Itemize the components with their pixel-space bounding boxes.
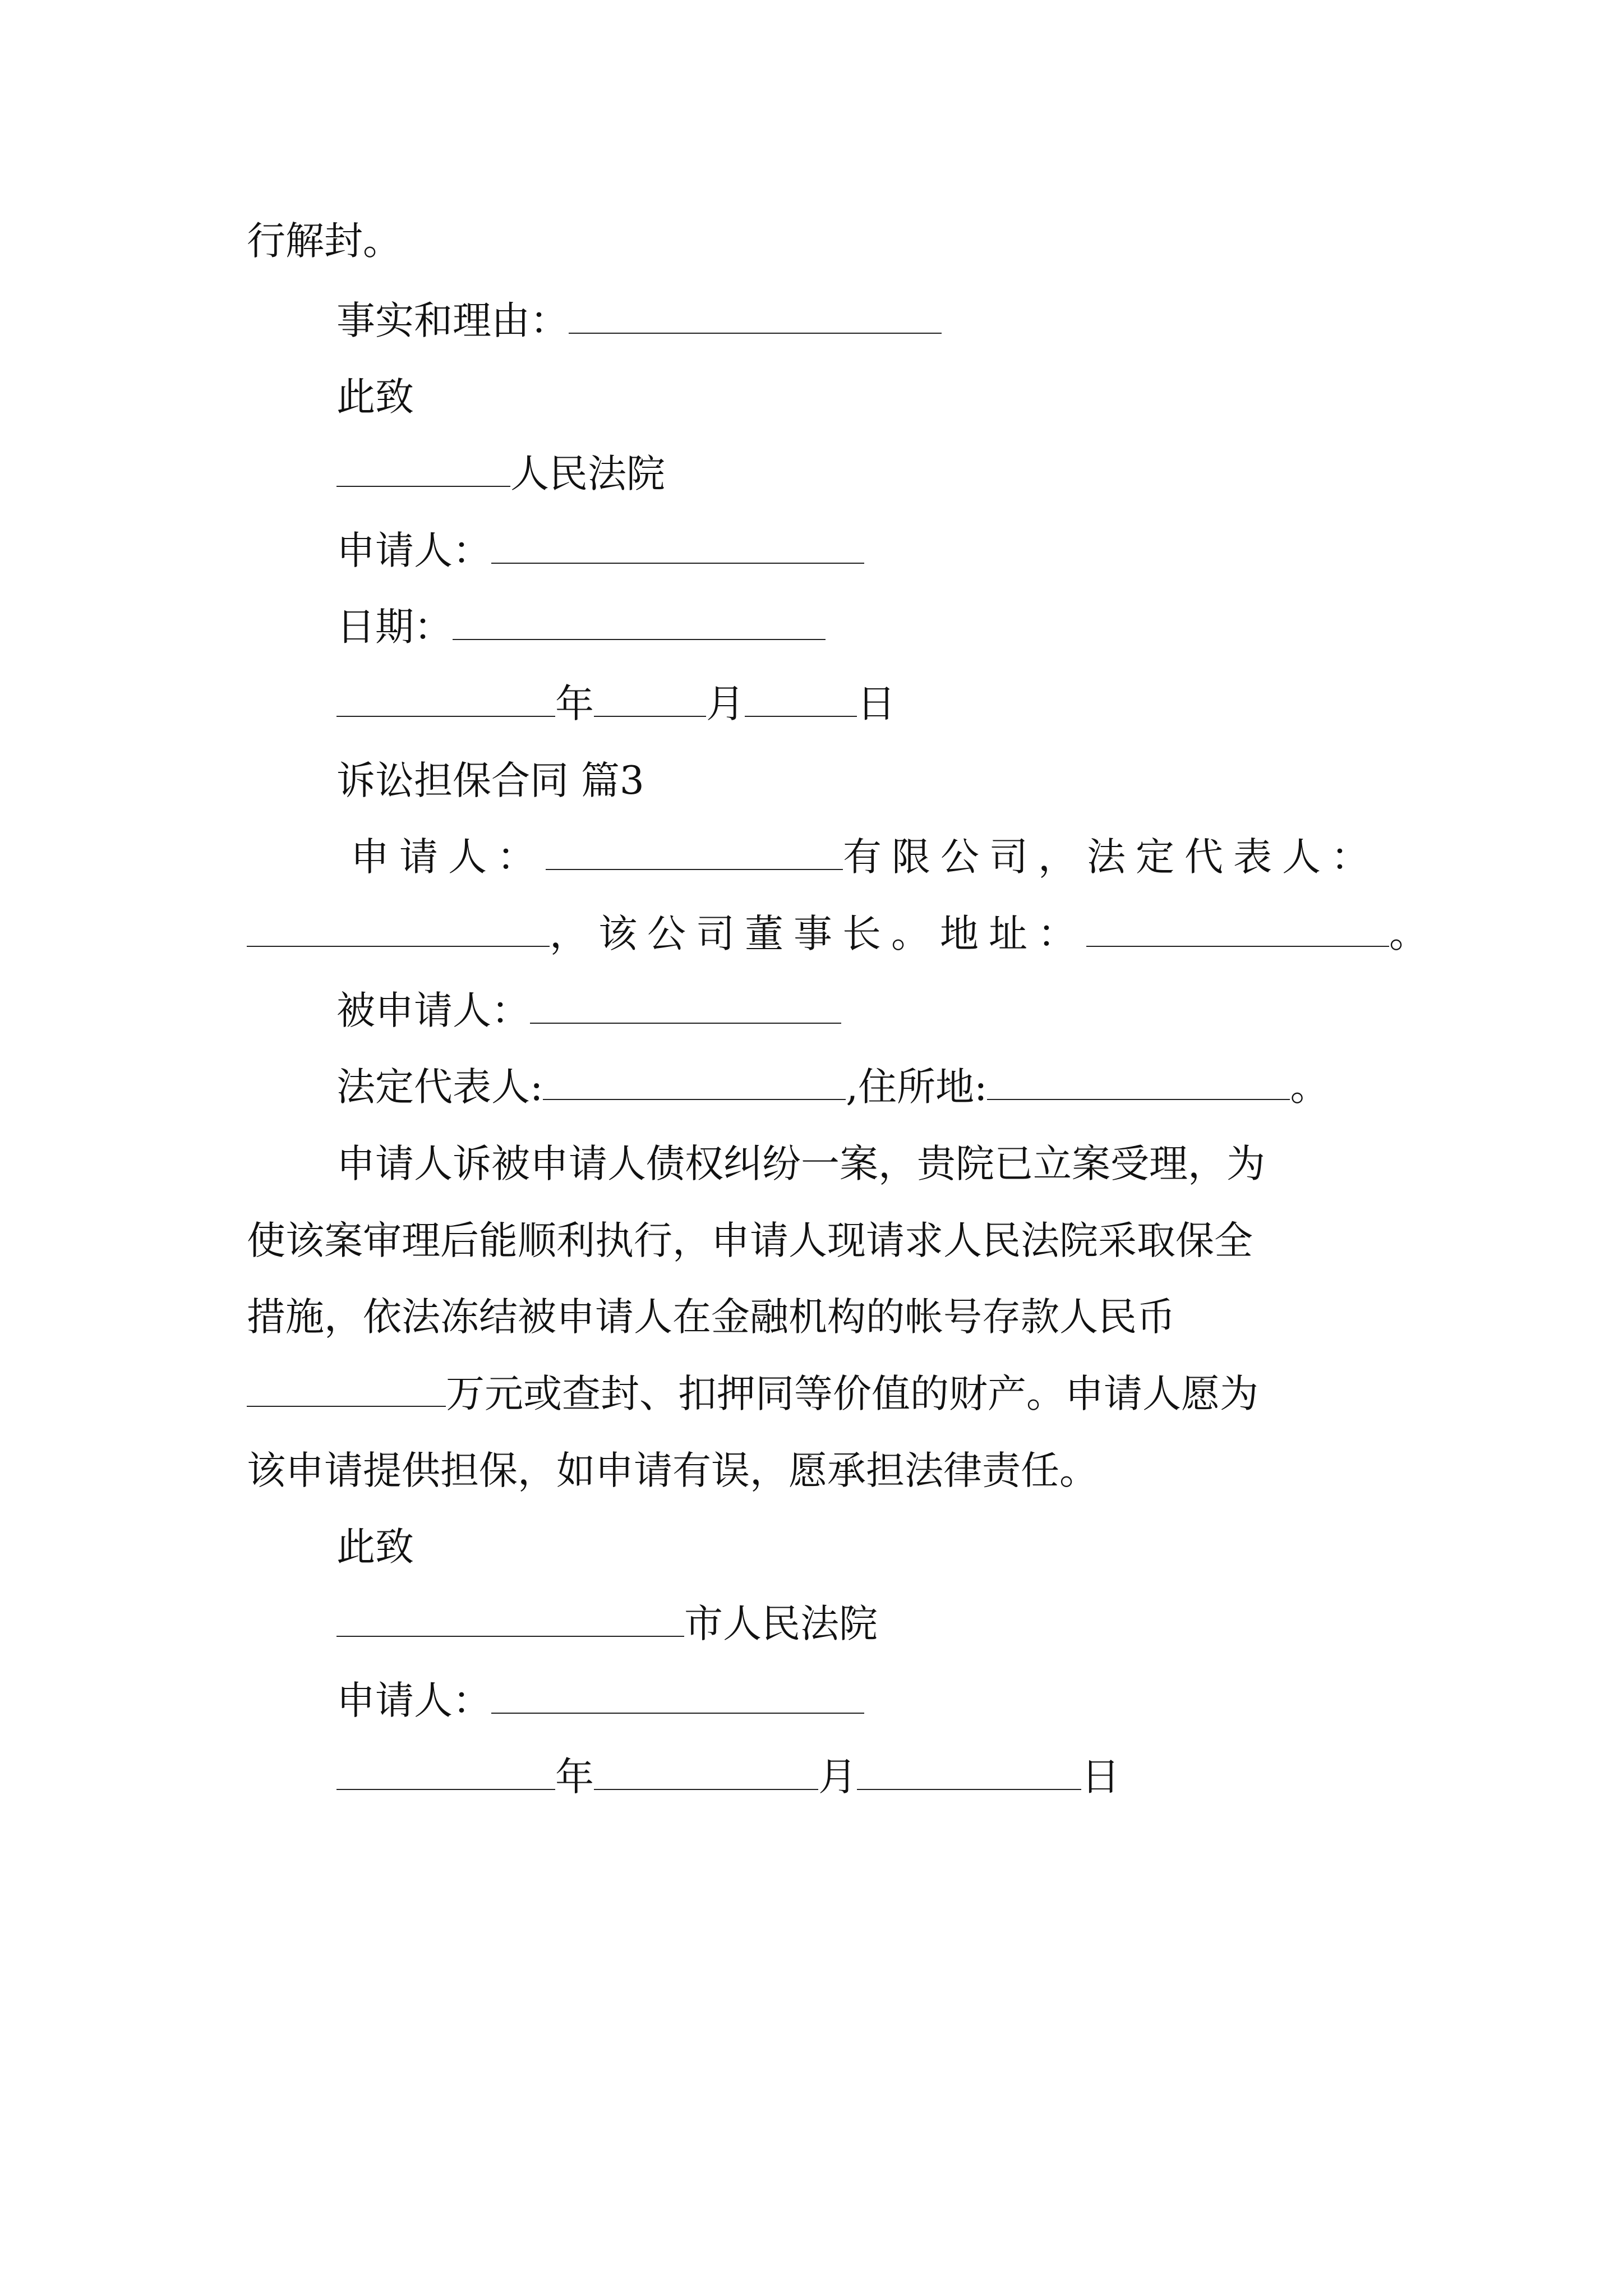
- address-blank: [1086, 912, 1389, 947]
- applicant-blank: [491, 1679, 864, 1714]
- ymd-line: 年 月 日: [336, 1752, 1120, 1802]
- amount-blank: [247, 1372, 446, 1407]
- salutation-line: 此致: [336, 375, 414, 420]
- text-line: 行解封。: [247, 219, 402, 264]
- city-court-blank: [336, 1602, 684, 1637]
- court-line: 人民法院: [336, 449, 665, 499]
- applicant-company-line: 申请人： 有限公司，法定代表人：: [351, 835, 1380, 880]
- day-blank: [745, 682, 857, 717]
- respondent-blank: [530, 989, 841, 1024]
- respondent-representative-blank: [543, 1065, 846, 1100]
- section-title: 诉讼担保合同 篇3: [336, 758, 644, 803]
- paragraph-line: 该申请提供担保，如申请有误，愿承担法律责任。: [247, 1448, 1098, 1493]
- ymd-line: 年 月 日: [336, 679, 896, 729]
- year-blank: [336, 682, 555, 717]
- city-court-line: 市人民法院: [336, 1599, 878, 1649]
- paragraph-line: 申请人诉被申请人债权纠纷一案，贵院已立案受理，为: [336, 1142, 1265, 1186]
- representative-blank: [247, 912, 550, 947]
- facts-blank: [569, 299, 942, 334]
- date-line: 日期：: [336, 602, 826, 652]
- respondent-line: 被申请人：: [336, 986, 841, 1036]
- respondent-details-line: 法定代表人: ,住所地: 。: [336, 1065, 1329, 1110]
- day-blank: [857, 1755, 1081, 1790]
- applicant-line: 申请人：: [336, 1676, 864, 1726]
- year-blank: [336, 1755, 555, 1790]
- company-blank: [546, 835, 843, 870]
- representative-address-line: ，该公司董事长。地址： 。: [247, 909, 1438, 959]
- applicant-blank: [491, 529, 864, 564]
- facts-and-reasons-line: 事实和理由：: [336, 296, 942, 346]
- residence-blank: [987, 1065, 1290, 1100]
- paragraph-line: 措施，依法冻结被申请人在金融机构的帐号存款人民币: [247, 1295, 1175, 1340]
- paragraph-line: 使该案审理后能顺利执行，申请人现请求人民法院采取保全: [247, 1218, 1253, 1263]
- court-name-blank: [336, 452, 510, 487]
- applicant-line: 申请人：: [336, 526, 864, 576]
- month-blank: [594, 682, 706, 717]
- date-blank: [453, 605, 826, 640]
- month-blank: [594, 1755, 818, 1790]
- salutation-line: 此致: [336, 1525, 414, 1570]
- paragraph-line: 万元或查封、扣押同等价值的财产。申请人愿为: [247, 1369, 1258, 1419]
